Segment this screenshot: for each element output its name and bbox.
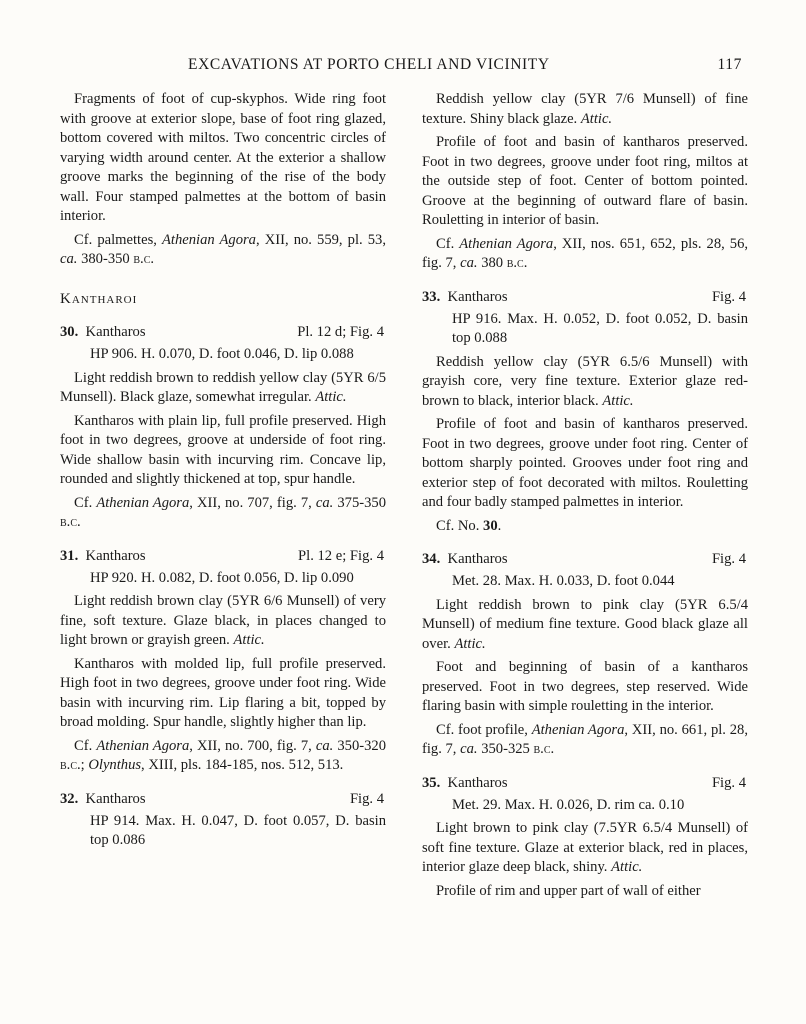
entry-number: 33 xyxy=(422,288,437,305)
entry-34-clay: Light reddish brown to pink clay (5YR 6.5/4 Munsell) of medium fine texture. Good black glaze all over. Attic. xyxy=(422,596,748,652)
entry-name: Kantharos xyxy=(85,547,146,564)
entry-35-measurements: Met. 29. Max. H. 0.026, D. rim ca. 0.10 xyxy=(452,796,685,813)
entry-figure-ref: Fig. 4 xyxy=(711,288,746,305)
entry-number: 30 xyxy=(60,324,75,340)
running-title: EXCAVATIONS AT PORTO CHELI AND VICINITY xyxy=(188,56,550,73)
entry-33-heading: 33. Kantharos Fig. 4 xyxy=(422,288,748,308)
entry-33-description: Profile of foot and basin of kantharos preserved. Foot in two degrees, groove under foot ring. Center of bottom sharply pointed. Grooves under foot ring and exterior step of foot decorated with miltos. Rouletting and four badly stamped palmettes in interior. xyxy=(422,416,748,510)
left-column xyxy=(60,90,386,855)
entry-name: Kantharos xyxy=(85,324,146,340)
entry-figure-ref: Pl. 12 d; Fig. 4 xyxy=(297,324,384,340)
intro-paragraph: Fragments of foot of cup-skyphos. Wide ring foot with groove at exterior slope, base of foot ring glazed, bottom covered with miltos. Two concentric circles of varying width around center. At the exterior a shallow groove marks the beginning of the rise of the body wall. Four stamped palmettes at the bottom of basin interior. xyxy=(60,91,386,224)
entry-31-clay: Light reddish brown clay (5YR 6/6 Munsell) of very fine, soft texture. Glaze black, in places changed to light brown or grayish green. Attic. xyxy=(60,593,386,648)
entry-34-measurements: Met. 28. Max. H. 0.033, D. foot 0.044 xyxy=(452,573,675,589)
entry-30-heading: 30. Kantharos Pl. 12 d; Fig. 4 xyxy=(60,323,386,343)
entry-32-description: Profile of foot and basin of kantharos preserved. Foot in two degrees, groove under foot ring, miltos at the outside step of foot. Center of bottom pointed. Groove at the beginning of outward flare of basin. Rouletting in interior of basin. xyxy=(422,134,748,228)
entry-31-description: Kantharos with molded lip, full profile preserved. High foot in two degrees, groove under foot ring. Wide basin with incurving rim. Lip flaring a bit, topped by broad molding. Spur handle, slightly higher than lip. xyxy=(60,655,386,730)
entry-number: 35 xyxy=(422,774,437,791)
entry-number: 31 xyxy=(60,547,75,564)
entry-name: Kantharos xyxy=(447,288,508,305)
entry-number: 34 xyxy=(422,551,437,567)
entry-name: Kantharos xyxy=(447,551,508,567)
entry-figure-ref: Fig. 4 xyxy=(711,774,746,791)
entry-35-description: Profile of rim and upper part of wall of either xyxy=(436,882,701,899)
entry-33-clay: Reddish yellow clay (5YR 6.5/6 Munsell) with grayish core, very fine texture. Exterior glaze red-brown to black, interior black. Attic. xyxy=(422,353,748,409)
entry-32-clay: Reddish yellow clay (5YR 7/6 Munsell) of fine texture. Shiny black glaze. Attic. xyxy=(422,91,748,127)
entry-name: Kantharos xyxy=(85,790,146,807)
entry-number: 32 xyxy=(60,790,75,807)
entry-name: Kantharos xyxy=(447,774,508,791)
running-header xyxy=(60,56,760,80)
entry-32-measurements: HP 914. Max. H. 0.047, D. foot 0.057, D. basin top 0.086 xyxy=(90,812,386,848)
page-number: 117 xyxy=(717,56,742,73)
entry-33-measurements: HP 916. Max. H. 0.052, D. foot 0.052, D. basin top 0.088 xyxy=(452,310,748,346)
entry-34-heading: 34. Kantharos Fig. 4 xyxy=(422,550,748,570)
entry-31-cf: Cf. Athenian Agora, XII, no. 700, fig. 7, ca. 350-320 b.c.; Olynthus, XIII, pls. 184-185, nos. 512, 513. xyxy=(60,737,386,773)
entry-32-cf: Cf. Athenian Agora, XII, nos. 651, 652, pls. 28, 56, fig. 7, ca. 380 b.c. xyxy=(422,235,749,271)
entry-34-cf: Cf. foot profile, Athenian Agora, XII, no. 661, pl. 28, fig. 7, ca. 350-325 b.c. xyxy=(422,721,748,757)
entry-figure-ref: Fig. 4 xyxy=(349,790,384,807)
section-title-kantharoi: Kantharoi xyxy=(60,290,138,307)
entry-30-clay: Light reddish brown to reddish yellow clay (5YR 6/5 Munsell). Black glaze, somewhat irregular. Attic. xyxy=(60,369,386,405)
entry-31-heading: 31. Kantharos Pl. 12 e; Fig. 4 xyxy=(60,547,386,567)
entry-30-measurements: HP 906. H. 0.070, D. foot 0.046, D. lip 0.088 xyxy=(90,346,354,362)
entry-34-description: Foot and beginning of basin of a kantharos preserved. Foot in two degrees, step reserved. Wide flaring basin with simple rouletting in the interior. xyxy=(422,659,748,714)
entry-30-cf: Cf. Athenian Agora, XII, no. 707, fig. 7, ca. 375-350 b.c. xyxy=(60,494,386,530)
entry-33-cf: Cf. No. 30. xyxy=(436,517,502,534)
entry-30-description: Kantharos with plain lip, full profile preserved. High foot in two degrees, groove at underside of foot ring. Wide shallow basin with incurving rim. Concave lip, rounded and slightly thickened at top, spur handle. xyxy=(60,412,386,487)
entry-35-heading: 35. Kantharos Fig. 4 xyxy=(422,774,748,794)
entry-31-measurements: HP 920. H. 0.082, D. foot 0.056, D. lip 0.090 xyxy=(90,569,354,586)
entry-35-clay: Light brown to pink clay (7.5YR 6.5/4 Munsell) of soft fine texture. Glaze at exterior black, red in places, interior glaze deep black, shiny. Attic. xyxy=(422,820,748,875)
entry-32-heading: 32. Kantharos Fig. 4 xyxy=(60,790,386,810)
entry-figure-ref: Fig. 4 xyxy=(711,551,746,567)
entry-figure-ref: Pl. 12 e; Fig. 4 xyxy=(298,547,384,564)
right-column xyxy=(422,90,748,901)
intro-cf: Cf. palmettes, Athenian Agora, XII, no. 559, pl. 53, ca. 380-350 b.c. xyxy=(60,231,386,267)
